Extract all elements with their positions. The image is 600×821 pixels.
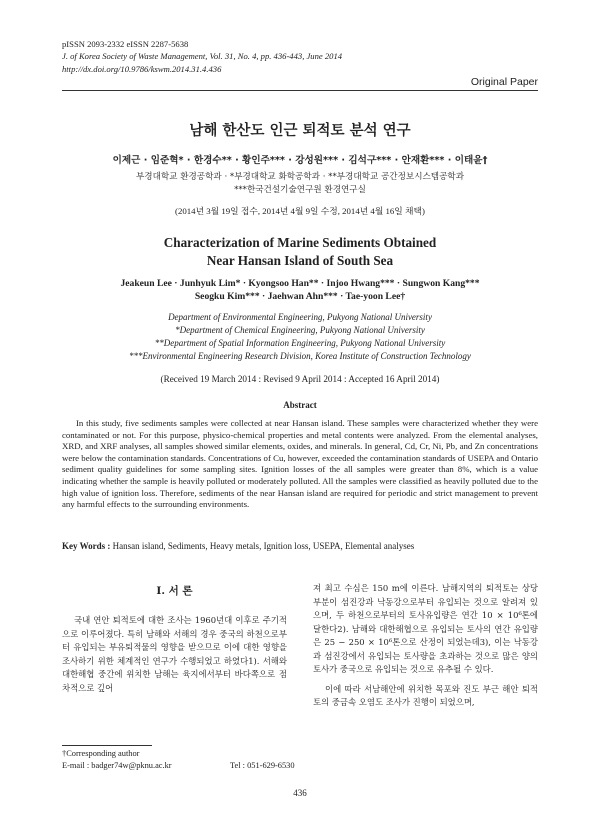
left-paragraph: 국내 연안 퇴적토에 대한 조사는 1960년대 이후로 주기적으로 이루어졌다. 특히 남해와 서해의 경우 중국의 하천으로부터 유입되는 부유퇴적물의 영향을 받으므로 이에 대한 영향을 조사하기 위한 체계적인 연구가 수행되었고 하였다1). 서해와 대한해협 중간에 위치한 남해는 육지에서부터 바다쪽으로 점차적으로 깊어 (62, 615, 287, 693)
journal-citation: J. of Korea Society of Waste Management, Vol. 31, No. 4, pp. 436-443, June 2014 (62, 51, 343, 62)
right-paragraph-1: 져 최고 수심은 150 m에 이른다. 남해지역의 퇴적토는 상당부분이 섬진강과 낙동강으로부터 유입되는 것으로 알려져 있으며, 두 하천으로부터의 토사유입량은 연간 10 × 10⁶톤에 달한다2). 남해와 대한해협으로 유입되는 토사의 연간 유입량은 25 − 250 × 10⁶톤으로 산정이 되었는데3), 이는 낙동강과 섬진강에서 유입되는 토사량을 초과하는 것으로 많은 양의 토사가 중국으로 유입되는 것으로 유추될 수 있다. (313, 583, 538, 674)
author-phone: Tel : 051-629-6530 (230, 761, 295, 770)
english-authors-line2: Seogku Kim*** · Jaehwan Ahn*** · Tae-yoon Lee† (194, 291, 406, 302)
english-title-line1: Characterization of Marine Sediments Obtained (163, 235, 437, 250)
korean-dates: (2014년 3월 19일 접수, 2014년 4월 9일 수정, 2014년 4월 16일 채택) (175, 206, 425, 216)
english-affiliation-1: Department of Environmental Engineering, Pukyong National University (168, 312, 432, 322)
korean-authors: 이제근 · 임준혁* · 한경수** · 황인주*** · 강성원*** · 김석구*** · 안재환*** · 이태윤† (112, 155, 488, 166)
footnote-divider (62, 745, 152, 746)
korean-affiliation-2: ***한국건설기술연구원 환경연구실 (234, 185, 366, 195)
korean-affiliation-1: 부경대학교 환경공학과 · *부경대학교 화학공학과 · **부경대학교 공간정보시스템공학과 (135, 172, 465, 182)
left-column (62, 614, 287, 695)
english-dates: (Received 19 March 2014 : Revised 9 April 2014 : Accepted 16 April 2014) (160, 374, 440, 384)
english-title (40, 234, 560, 269)
section-heading: I. 서 론 (156, 585, 193, 597)
keywords-label: Key Words : (62, 541, 111, 551)
english-authors (40, 277, 560, 303)
english-affiliation-2: *Department of Chemical Engineering, Pukyong National University (175, 325, 425, 335)
korean-title: 남해 한산도 인근 퇴적토 분석 연구 (189, 123, 411, 139)
doi-link[interactable]: http://dx.doi.org/10.9786/kswm.2014.31.4.436 (62, 63, 222, 74)
right-paragraph-2: 이에 따라 서남해안에 위치한 목포와 진도 부근 해안 퇴적토의 중금속 오염도 조사가 진행이 되었으며, (313, 683, 538, 707)
right-column (313, 582, 538, 710)
page-number: 436 (293, 788, 307, 798)
footnote (62, 748, 302, 772)
english-affiliation-3: **Department of Spatial Information Engineering, Pukyong National University (154, 338, 446, 348)
english-title-line2: Near Hansan Island of South Sea (206, 252, 394, 268)
author-email[interactable]: E-mail : badger74w@pknu.ac.kr (62, 761, 172, 770)
header-divider (62, 90, 538, 91)
abstract-text: In this study, five sediments samples were collected at near Hansan island. These samples were characterized whether they were contaminated or not. For this purpose, physico-chemical properties and metal contents were analyzed. From the elemental analyses, XRD, and XRF analyses, all samples showed similar elements, oxides, and minerals. In general, Cd, Cr, Ni, Pb, and Zn concentrations were below the contamination standards. Concentrations of Cu, however, exceeded the contamination standards of USEPA and Ontario sediment quality guidelines for some sampling sites. Ignition losses of the all samples were greater than 8%, which is a value indicating whether the sample is heavily polluted or moderately polluted. All the samples were classified as heavily polluted due to the high value of ignition loss. Therefore, sediments of the near Hansan island are required for periodic and strict management to prevent any harmful effects to the surrounding environments. (62, 418, 538, 510)
abstract-heading: Abstract (283, 400, 317, 410)
paper-type-label: Original Paper (470, 76, 538, 88)
issn-line: pISSN 2093-2332 eISSN 2287-5638 (62, 39, 189, 49)
english-affiliation-4: ***Environmental Engineering Research Division, Korea Institute of Construction Technology (129, 351, 471, 361)
keywords (62, 541, 414, 551)
english-authors-line1: Jeakeun Lee · Junhyuk Lim* · Kyongsoo Han** · Injoo Hwang*** · Sungwon Kang*** (120, 278, 480, 289)
journal-header (62, 38, 342, 75)
corresponding-author-label: †Corresponding author (62, 749, 140, 758)
keywords-list: Hansan island, Sediments, Heavy metals, Ignition loss, USEPA, Elemental analyses (112, 541, 415, 551)
